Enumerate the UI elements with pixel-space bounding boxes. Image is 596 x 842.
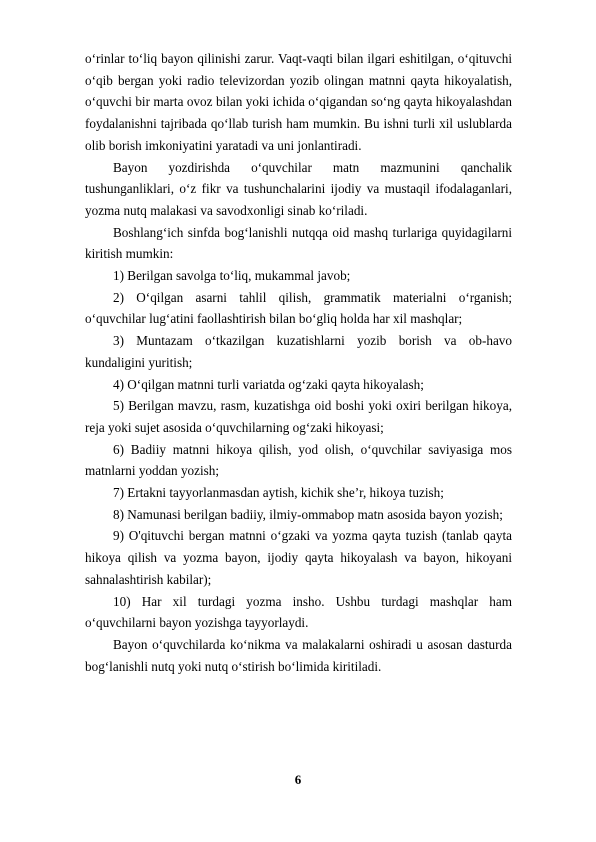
page-number: 6 — [294, 772, 302, 787]
paragraph-continuation: o‘rinlar to‘liq bayon qilinishi zarur. Vaqt-vaqti bilan ilgari eshitilgan, o‘qituvchi o‘qib bergan yoki radio televizordan yozib olingan matnni qayta hikoyalatish, o‘quvchi bir marta ovoz bilan yoki ichida o‘qigandan so‘ng qayta hikoyalashdan foydalanishni tajribada qo‘llab turish ham mumkin. Bu ishni turli xil uslublarda olib borish imkoniyatini yaratadi va uni jonlantiradi. — [85, 51, 512, 153]
list-item-5: 5) Berilgan mavzu, rasm, kuzatishga oid boshi yoki oxiri berilgan hikoya, reja yoki sujet asosida o‘quvchilarning og‘zaki hikoyasi; — [85, 398, 512, 435]
paragraph-conclusion: Bayon o‘quvchilarda ko‘nikma va malakalarni oshiradi u asosan dasturda bog‘lanishli nutq yoki nutq o‘stirish bo‘limida kiritiladi. — [85, 636, 512, 674]
paragraph-bayon-yozdirish: Bayon yozdirishda o‘quvchilar matn mazmunini qanchalik tushunganliklari, o‘z fikr va tushunchalarini ijodiy va mustaqil ifodalaganlari, yozma nutq malakasi va savodxonligi sinab ko‘riladi. — [85, 159, 512, 218]
list-item-9: 9) O'qituvchi bergan matnni o‘gzaki va yozma qayta tuzish (tanlab qayta hikoya qilish va yozma bayon, ijodiy qayta hikoyalash va bayon, hikoyani sahnalashtirish kabilar); — [85, 528, 512, 587]
page-body — [85, 48, 512, 677]
list-item-7: 7) Ertakni tayyorlanmasdan aytish, kichik she’r, hikoya tuzish; — [113, 485, 444, 501]
list-item-1: 1) Berilgan savolga to‘liq, mukammal javob; — [113, 268, 351, 284]
list-item-6: 6) Badiiy matnni hikoya qilish, yod olish, o‘quvchilar saviyasiga mos matnlarni yoddan yozish; — [85, 441, 512, 479]
list-item-10: 10) Har xil turdagi yozma insho. Ushbu turdagi mashqlar ham o‘quvchilarni bayon yozishga tayyorlaydi. — [85, 593, 512, 631]
list-item-4: 4) O‘qilgan matnni turli variatda og‘zaki qayta hikoyalash; — [113, 376, 424, 392]
list-item-2: 2) O‘qilgan asarni tahlil qilish, grammatik materialni o‘rganish; o‘quvchilar lug‘atini faollashtirish bilan bo‘gliq holda har xil mashqlar; — [85, 289, 512, 327]
paragraph-mashq-turlari-intro: Boshlang‘ich sinfda bog‘lanishli nutqqa oid mashq turlariga quyidagilarni kiritish mumkin: — [85, 224, 512, 262]
list-item-3: 3) Muntazam o‘tkazilgan kuzatishlarni yozib borish va ob-havo kundaligini yuritish; — [85, 333, 512, 370]
list-item-8: 8) Namunasi berilgan badiiy, ilmiy-ommabop matn asosida bayon yozish; — [113, 506, 503, 522]
